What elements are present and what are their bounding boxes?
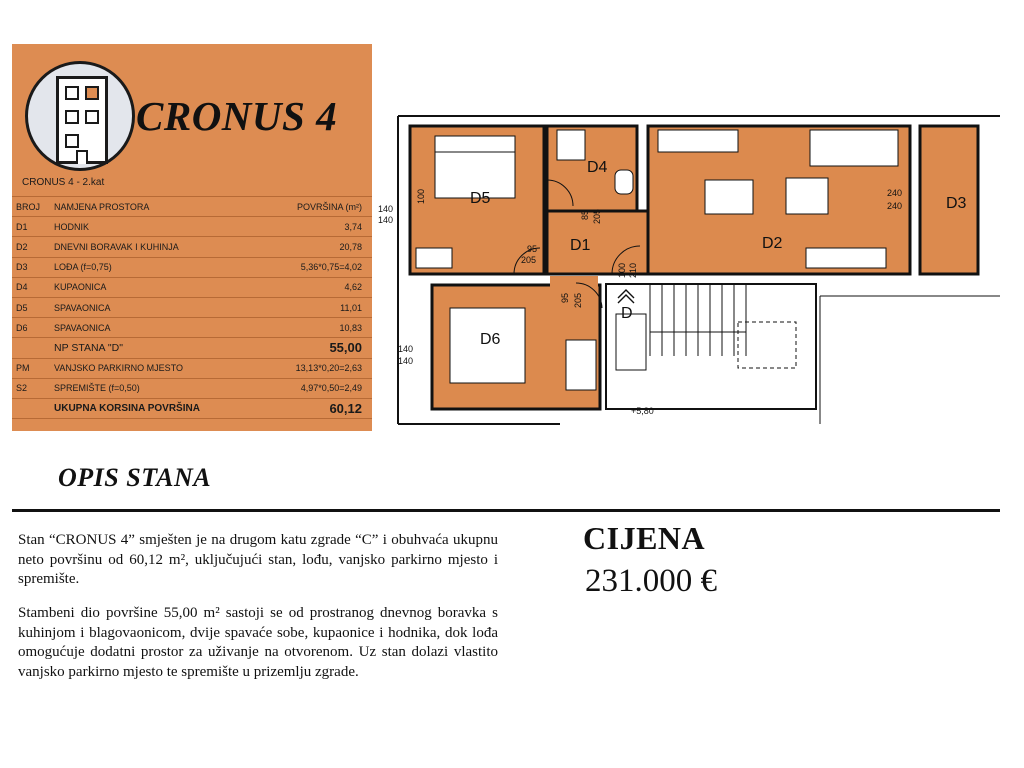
window-shape [65,134,79,148]
window-shape [65,110,79,124]
row-name: HODNIK [54,217,268,237]
table-row [12,237,372,257]
dim-label: 100 [617,262,627,278]
row-id: D3 [12,257,54,277]
row-id [12,398,54,418]
room-label-d6: D6 [480,331,501,348]
staircase [606,284,816,409]
table-row [12,217,372,237]
row-area: 20,78 [268,237,372,257]
info-panel [12,44,372,431]
row-area: 5,36*0,75=4,02 [268,257,372,277]
dim-label: 205 [592,208,602,224]
row-area: 3,74 [268,217,372,237]
row-id [12,338,54,358]
table-row [12,277,372,297]
subtotal-area: 55,00 [268,338,372,358]
room-label-d3: D3 [946,195,967,212]
row-area: 11,01 [268,297,372,317]
dim-label: 95 [527,244,538,254]
row-id: D6 [12,318,54,338]
sofa-shape [810,130,898,166]
row-name: LOĐA (f=0,75) [54,257,268,277]
row-name: SPAVAONICA [54,297,268,317]
row-id: D4 [12,277,54,297]
row-id: D5 [12,297,54,317]
price-value: 231.000 € [585,563,717,599]
table-row [12,257,372,277]
row-id: D2 [12,237,54,257]
level-label: +5,80 [631,406,654,416]
table-row [12,378,372,398]
grand-total-area: 60,12 [268,398,372,418]
room-label-stair: D [621,305,633,322]
dim-label: 100 [416,188,426,204]
door-shape [76,150,88,164]
table-row [12,297,372,317]
row-name: DNEVNI BORAVAK I KUHINJA [54,237,268,257]
description-heading: OPIS STANA [58,463,212,492]
row-area: 4,97*0,50=2,49 [268,378,372,398]
room-label-d4: D4 [587,159,608,176]
dim-label: 140 [398,344,414,354]
row-area: 4,62 [268,277,372,297]
dim-label: 140 [378,204,394,214]
description-paragraph: Stan “CRONUS 4” smješten je na drugom katu zgrade “C” i obuhvaća ukupnu neto površinu od 60,12 m², uključujući stan, lođu, vanjsko parkirno mjesto i spremište. [18,532,498,588]
dim-label: 85 [580,209,590,220]
dim-label: 240 [887,188,903,198]
dim-label: 140 [398,356,414,366]
header-area: POVRŠINA (m²) [268,197,372,217]
header-id: BROJ [12,197,54,217]
row-name: SPAVAONICA [54,318,268,338]
kitchen-counter [658,130,738,152]
bed-shape [435,136,515,198]
dresser-shape [416,248,452,268]
row-area: 13,13*0,20=2,63 [268,358,372,378]
floor-label: CRONUS 4 - 2.kat [22,177,105,188]
wardrobe-shape [566,340,596,390]
subtotal-row [12,338,372,358]
room-label-d5: D5 [470,190,491,207]
section-divider [12,509,1000,512]
floor-plan [378,108,1010,430]
dim-label: 140 [378,215,394,225]
row-id: S2 [12,378,54,398]
dim-label: 205 [573,292,583,308]
table-header [12,197,372,217]
shower-shape [557,130,585,160]
row-id: PM [12,358,54,378]
window-shape [65,86,79,100]
price-label: CIJENA [583,520,706,556]
building-shape [56,76,108,164]
dim-label: 210 [628,262,638,278]
description-paragraph: Stambeni dio površine 55,00 m² sastoji se od prostranog dnevnog boravka s kuhinjom i blagovaonicom, dvije spavaće sobe, kupaonice i hodnika, dok lođa omogućuje dodatni prostor za uživanje na otvorenom. Uz stan dolazi vlastito vanjsko parkirno mjesto te spremište u prizemlju zgrade. [18,605,498,680]
table-row [12,318,372,338]
subtotal-name: NP STANA "D" [54,338,268,358]
header-name: NAMJENA PROSTORA [54,197,268,217]
project-title: CRONUS 4 [136,93,338,139]
dim-label: 95 [560,292,570,303]
row-name: KUPAONICA [54,277,268,297]
toilet-shape [615,170,633,194]
room-label-d2: D2 [762,235,783,252]
table-row [12,358,372,378]
row-area: 10,83 [268,318,372,338]
area-table [12,196,372,419]
window-shape [85,110,99,124]
room-label-d1: D1 [570,237,591,254]
table-shape [705,180,753,214]
cabinet-shape [806,248,886,268]
row-id: D1 [12,217,54,237]
grand-total-name: UKUPNA KORSINA POVRŠINA [54,398,268,418]
armchair-shape [786,178,828,214]
dim-label: 205 [521,255,537,265]
row-name: VANJSKO PARKIRNO MJESTO [54,358,268,378]
building-logo-icon [25,61,135,171]
grand-total-row [12,398,372,418]
dim-label: 240 [887,201,903,211]
window-shape [85,86,99,100]
row-name: SPREMIŠTE (f=0,50) [54,378,268,398]
